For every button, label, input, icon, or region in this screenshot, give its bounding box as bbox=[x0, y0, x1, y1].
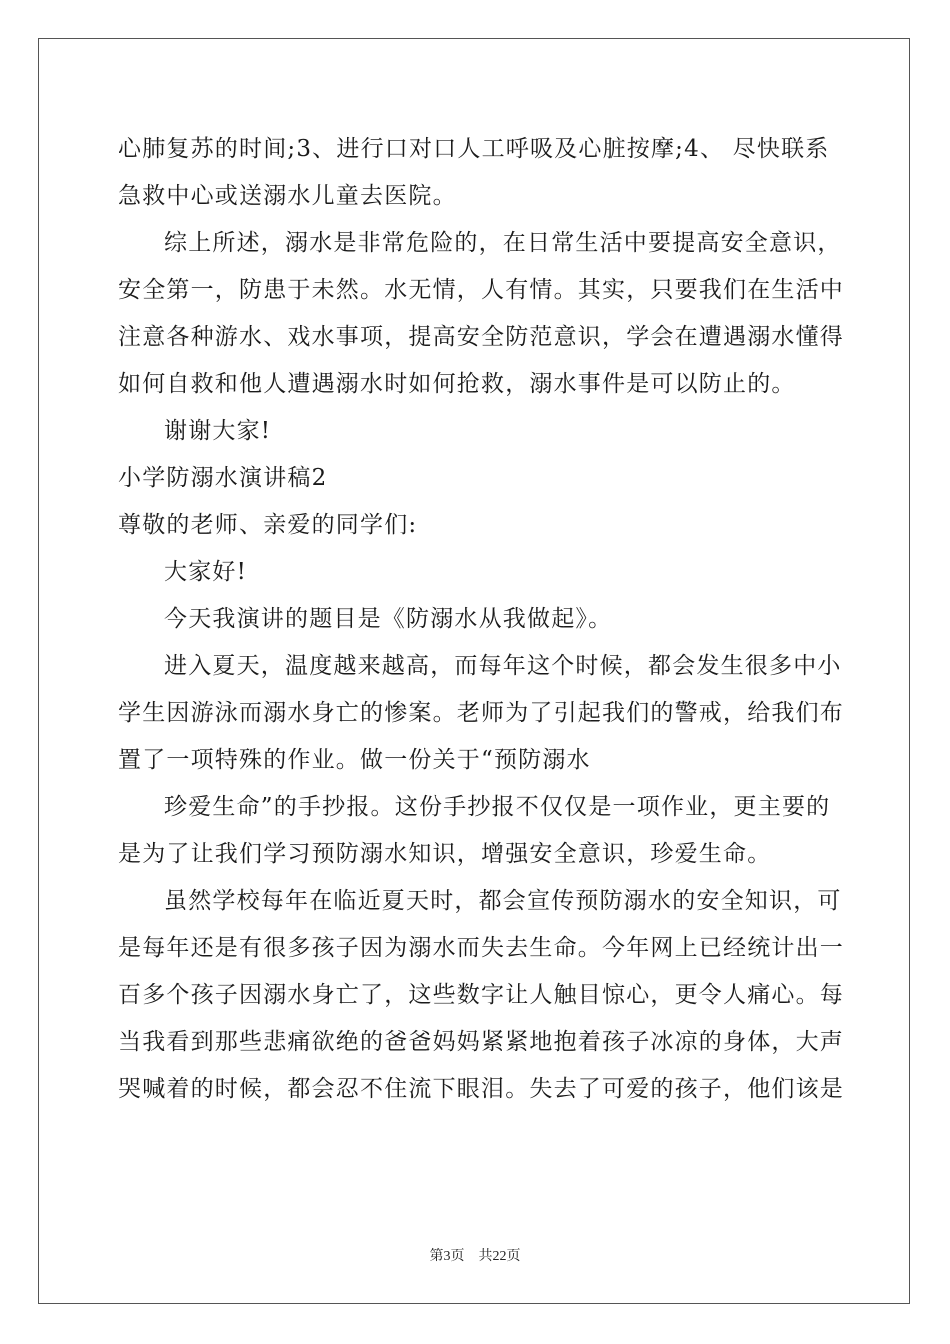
text-line: 急救中心或送溺水儿童去医院。 bbox=[118, 183, 457, 209]
text-line: 大家好! bbox=[164, 559, 248, 585]
text-line: 今天我演讲的题目是《防溺水从我做起》。 bbox=[164, 606, 613, 632]
text-line: 尊敬的老师、亲爱的同学们: bbox=[118, 512, 418, 538]
page-footer bbox=[0, 1245, 950, 1265]
text-line: 进入夏天，温度越来越高，而每年这个时候，都会发生很多中小 bbox=[164, 653, 842, 679]
text-line: 珍爱生命”的手抄报。这份手抄报不仅仅是一项作业，更主要的 bbox=[164, 794, 831, 820]
text-line: 置了一项特殊的作业。做一份关于“预防溺水 bbox=[118, 747, 591, 773]
text-line: 如何自救和他人遭遇溺水时如何抢救，溺水事件是可以防止的。 bbox=[118, 371, 796, 397]
text-line: 心肺复苏的时间;3、进行口对口人工呼吸及心脏按摩;4、 尽快联系 bbox=[118, 136, 830, 162]
text-line: 注意各种游水、戏水事项，提高安全防范意识，学会在遭遇溺水懂得 bbox=[118, 324, 844, 350]
text-line: 谢谢大家! bbox=[164, 418, 272, 444]
text-line: 是为了让我们学习预防溺水知识，增强安全意识，珍爱生命。 bbox=[118, 841, 772, 867]
text-line: 安全第一，防患于未然。水无情，人有情。其实，只要我们在生活中 bbox=[118, 277, 844, 303]
document-body bbox=[118, 126, 844, 1113]
text-line: 小学防溺水演讲稿2 bbox=[118, 465, 328, 491]
text-line: 综上所述，溺水是非常危险的，在日常生活中要提高安全意识， bbox=[164, 230, 842, 256]
text-line: 虽然学校每年在临近夏天时，都会宣传预防溺水的安全知识，可 bbox=[164, 888, 842, 914]
text-line: 学生因游泳而溺水身亡的惨案。老师为了引起我们的警戒，给我们布 bbox=[118, 700, 844, 726]
text-line: 当我看到那些悲痛欲绝的爸爸妈妈紧紧地抱着孩子冰凉的身体，大声 bbox=[118, 1029, 844, 1055]
text-line: 百多个孩子因溺水身亡了，这些数字让人触目惊心，更令人痛心。每 bbox=[118, 982, 844, 1008]
text-line: 是每年还是有很多孩子因为溺水而失去生命。今年网上已经统计出一 bbox=[118, 935, 844, 961]
text-line: 哭喊着的时候，都会忍不住流下眼泪。失去了可爱的孩子，他们该是 bbox=[118, 1076, 844, 1102]
page-number: 第3页 bbox=[429, 1249, 465, 1264]
page-total: 共22页 bbox=[478, 1249, 521, 1264]
